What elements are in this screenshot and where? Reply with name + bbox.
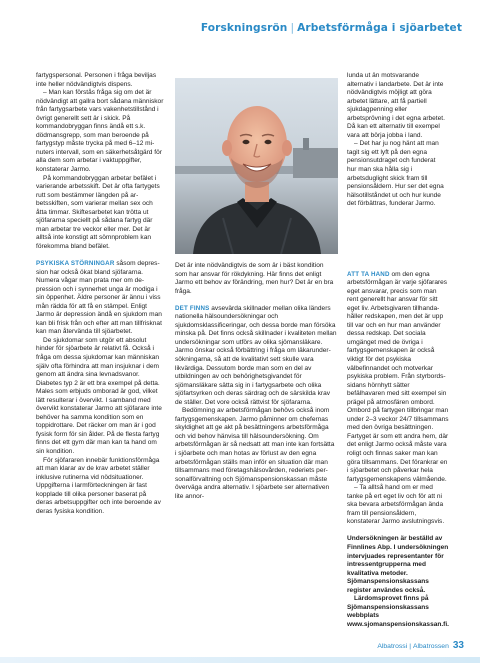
paragraph-text: såsom depression har också ökat bland sjöfararna. Numera vågar man prata mer om depression och i synnerhet unga är modiga i sin öppenhet. Äldre personer är ännu i viss mån rädda för att få en stämpel. Enligt Jarmo är depression ändå en sjukdom man kan bli frisk från och efter att man tillfrisknat kan man återvända till sjöarbetet. xyxy=(36,259,162,336)
paragraph: Lärdomsprovet finns på Sjömanspensionskassans webbplats www.sjomanspensionskassan.fi. xyxy=(347,595,449,628)
footer-separator: | xyxy=(409,643,411,650)
lead-in: DET FINNS xyxy=(175,304,210,312)
paragraph: – Ta alltså hand om er med tanke på ert eget liv och för att ni ska bevara arbetsförmågan ända fram till pensionsåldern, konstaterar Jarmo avslutningsvis. xyxy=(347,484,445,526)
paragraph xyxy=(347,271,449,485)
lead-in: ATT TA HAND xyxy=(347,270,390,278)
running-header xyxy=(201,22,462,34)
header-section: Forskningsrön xyxy=(200,22,288,34)
page-footer xyxy=(377,640,464,651)
paragraph: Undersökningen är beställd av Finnlines Abp. I undersökningen intervjuades representanter för intressentgrupperna med kvalitativa metoder. Sjömanspensionskassans register användes också. xyxy=(347,535,449,594)
footer-magazine-sv: Albatrossen xyxy=(412,643,449,650)
paragraph: För sjöfararen innebär funktionsförmåga att man klarar av de krav arbetet ställer inklusive rutinerna vid nödsituationer. Uppgifterna i larmförteckningen är fast kopplade till olika personer baserat på deras arbetsuppgifter och inte beroende av deras fysiska kondition. xyxy=(36,456,161,515)
paragraph: lunda ut än motsvarande alternativ i landarbete. Det är inte nödvändigtvis möjligt att göra arbetet lättare, att få partiell sjukdagpenning eller arbetsprövning i det egna arbetet. Då kan ett alternativ till exempel vara att börja jobba i land. xyxy=(347,72,445,139)
paragraph: – Man kan förstås fråga sig om det är nödvändigt att gallra bort sådana människor från fartygsarbete vars vakenhetstillstånd i övrigt generellt sett är i skick. På kommandobryggan finns ändå ett s.k. dödmansgrepp, som man beroende på fartygstyp måste trycka på med 6–12 minuters intervall, som en säkerhetsåtgärd för alla dem som arbetar i vaktuppgifter, konstaterar Jarmo. xyxy=(36,89,164,174)
paragraph xyxy=(36,260,164,337)
header-separator: | xyxy=(290,22,295,34)
paragraph: Bedömning av arbetsförmågan behövs också inom fartygsgemenskapen. Jarmo påminner om chefernas skyldighet att ge akt på besättningens arbetsförmåga och vid behov hänvisa till hälsoundersökning. Om arbetsförmågan är så nedsatt att man inte kan fortsätta i sjöarbete och man hotas av förlust av den egna arbetsförmågan ställs man inför en situation där man tillsammans med företagshälsovården, rederiets personalförvaltning och Sjömanspensionskassan måste överväga andra alternativ. I sjöarbete ser alternativen lite annor- xyxy=(175,407,335,500)
paragraph: De sjukdomar som utgör ett absolut hinder för sjöarbete är relativt få. Också i fråga om dessa sjukdomar kan människan själv ofta förhindra att man insjuknar i dem genom att ändra sina levnadsvanor. Diabetes typ 2 är ett bra exempel på detta. Males som erbjuds omborad är god, vilket lätt resulterar i övervikt. I samband med övervikt konstaterar Jarmo att sjöfarare inte behöver ha samma kondition som en toppidrottare. Det räcker om man är i god fysisk form för sin ålder. På de flesta fartyg finns det ett gym där man kan ta hand om sin kondition. xyxy=(36,336,162,456)
lead-in: PSYKISKA STÖRNINGAR xyxy=(36,259,115,267)
column-3-bottom xyxy=(347,262,449,629)
paragraph-text: om den egna arbetsförmågan är varje sjöfarares eget ansvarar, precis som man rent generellt har ansvar för sitt eget liv. Arbetsgivaren tillhandahåller redskapen, men det är upp till var och en hur man använder dessa redskap. Det sociala umgänget med de övriga i fartygsgemenskapen är också viktigt för det psykiska välbefinnandet och motverkar psykiska problem. Från styrbordssidans hörnhytt sätter befälhavaren med sitt exempel sin prägel på atmosfären ombord. Ombord på fartygen tillbringar man under 2–3 veckor 24/7 tillsammans med den övriga besättningen. Fartyget är som ett andra hem, där det enligt Jarmo också måste vara roligt och finnas saker man kan göra tillsammans. Det förankrar en i sjöarbetet och påverkar hela fartygsgemenskapens välmående. xyxy=(347,270,449,483)
header-topic: Arbetsförmåga i sjöarbetet xyxy=(297,22,462,34)
footer-magazine-fi: Albatrossi xyxy=(377,643,408,650)
column-3-top xyxy=(347,72,445,209)
portrait-photo xyxy=(175,78,338,254)
smiling-bald-man-icon xyxy=(175,78,338,254)
paragraph: På kommandobryggan arbetar befälet i varierande arbetsskift. Det är ofta fartygets rutt som bestämmer längden på arbetsskiften, som varierar mellan sex och åtta timmar. Skiftesarbetet kan trötta ut sjöfararna speciellt på sådana fartyg där man arbetar tre veckor eller mer. Det är alltså inte konstigt att sömnproblem kan förekomma bland befälet. xyxy=(36,174,160,250)
paragraph xyxy=(175,305,337,408)
paragraph: fartygspersonal. Personen i fråga beviljas inte heller nödvändigtvis dispens. xyxy=(36,72,157,88)
column-2 xyxy=(175,262,337,501)
bottom-band xyxy=(0,657,480,663)
paragraph: – Det har ju nog hänt att man tagit sig ett lyft på den egna pensionsutdraget och funderat hur man ska hålla sig i arbetsduglight skick fram till pensionsåldern. Hur ser det egna hälsotillståndet ut och hur kunde det förbättras, funderar Jarmo. xyxy=(347,140,444,208)
paragraph-text: avsevärda skillnader mellan olika länders nationella hälsoundersökningar och sjukdomsklassificeringar, och dessa borde man försöka minska på. Det finns också skillnader i kvaliteten mellan undersökningar som utförs av olika sjömansläkare. Jarmo önskar också förbättring i fråga om läkarundersökningarna, så att de kvalitativt sett skulle vara likvärdiga. Dessutom borde man som en del av utbildningen av och behörighetsgivandet för sjömansläkare sätta sig in i fartygsarbete och olika sjöfartsyrken och deras särdrag och de särskilda krav de ställer. Det vore också rättvist för sjöfararna. xyxy=(175,304,337,406)
page-number: 33 xyxy=(452,640,464,651)
paragraph: Det är inte nödvändigtvis de som är i bäst kondition som har ansvar för rökdykning. Här finns det enligt Jarmo ett behov av förändring, men hur? Det är en bra fråga. xyxy=(175,262,334,295)
column-1 xyxy=(36,72,164,516)
